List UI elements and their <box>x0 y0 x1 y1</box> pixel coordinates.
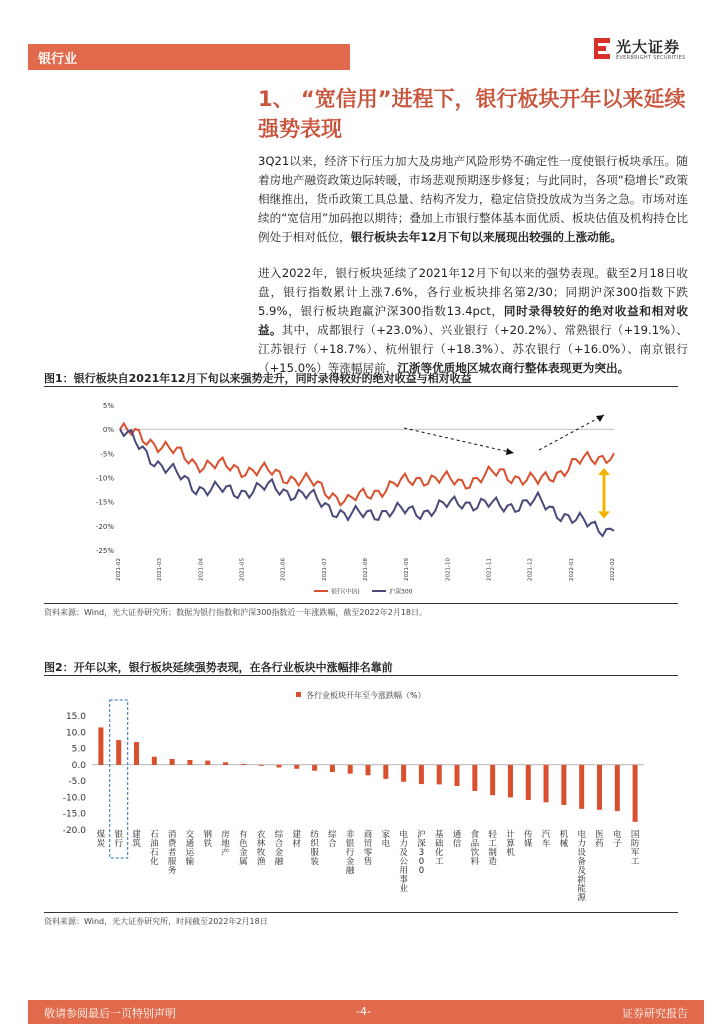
legend-label: 各行业板块开年至今涨跌幅（%） <box>306 691 426 700</box>
bar-14 <box>348 765 353 774</box>
spread-marker-bottom <box>598 511 610 518</box>
para2-bold-1: 同时录得较好的绝对收益和相对收益。 <box>258 304 688 337</box>
x-category-label: 机械 <box>559 830 569 849</box>
x-category-label: 钢铁 <box>203 830 212 849</box>
bar-23 <box>508 765 513 798</box>
bar-17 <box>401 765 406 782</box>
bar-12 <box>312 765 317 771</box>
para1-bold: 银行板块去年12月下旬以来展现出较强的上涨动能。 <box>350 230 622 244</box>
footer-disclaimer: 敬请参阅最后一页特别声明 <box>44 1007 176 1020</box>
bar-28 <box>597 765 602 810</box>
section-heading: 1、 “宽信用”进程下，银行板块开年以来延续强势表现 <box>258 87 686 141</box>
bar-11 <box>294 765 299 769</box>
brand-sub: EVERBRIGHT SECURITIES <box>616 55 686 61</box>
series-line-1 <box>120 429 614 536</box>
fig1-title: 图1：银行板块自2021年12月下旬以来强势走升，同时录得较好的绝对收益与相对收益 <box>44 372 472 385</box>
y-tick-label: 5.0 <box>71 744 86 755</box>
page-header <box>0 0 724 70</box>
y-tick-label: 5% <box>102 402 114 410</box>
spread-marker-top <box>598 468 610 475</box>
brand-name: 光大证券 <box>616 38 681 56</box>
y-tick-label: -10% <box>95 474 114 483</box>
x-category-label: 商贸零售 <box>363 830 373 867</box>
x-category-label: 家电 <box>381 830 391 849</box>
y-tick-label: -15% <box>95 498 114 507</box>
x-category-label: 汽车 <box>541 830 551 849</box>
y-tick-label: -5% <box>100 450 114 459</box>
y-tick-label: -15.0 <box>62 809 86 820</box>
para1-text: 3Q21以来，经济下行压力加大及房地产风险形势不确定性一度使银行板块承压。随着房地产融资政策边际转暖，市场悲观预期逐步修复；与此同时，各项“稳增长”政策相继推出，货币政策工具总量、结构齐发力，稳定信贷投放成为当务之急。市场对连续的“宽信用”加码抱以期待；叠加上市银行整体基本面优质、板块估值及机构持仓比例处于相对低位， <box>258 154 688 244</box>
x-tick-label: 2021-07 <box>321 558 328 581</box>
x-category-label: 医药 <box>595 830 604 849</box>
x-category-label: 综合金融 <box>274 830 284 867</box>
bar-21 <box>472 765 477 791</box>
x-tick-label: 2021-03 <box>157 558 164 581</box>
line-chart <box>44 395 678 605</box>
x-tick-label: 2021-12 <box>527 558 534 581</box>
bar-18 <box>419 765 424 784</box>
x-tick-label: 2021-02 <box>116 558 122 581</box>
y-tick-label: 15.0 <box>65 712 86 722</box>
legend-label: 沪深300 <box>389 588 413 596</box>
bar-13 <box>330 765 335 772</box>
bar-5 <box>187 760 192 765</box>
y-tick-label: -25% <box>95 547 114 555</box>
fig2-title: 图2：开年以来，银行板块延续强势表现，在各行业板块中涨幅排名靠前 <box>44 661 393 674</box>
fig2-source: 资料来源：Wind，光大证券研究所，时间截至2022年2月18日 <box>44 917 268 926</box>
fig2-rule <box>44 675 678 676</box>
bar-20 <box>455 765 460 786</box>
x-category-label: 建材 <box>292 830 302 849</box>
x-category-label: 轻工制造 <box>488 830 497 867</box>
brand-logo <box>592 36 702 68</box>
y-tick-label: 0.0 <box>71 760 86 771</box>
fig1-source: 资料来源：Wind，光大证券研究所；数据为银行指数和沪深300指数近一年涨跌幅，截至2022年2月18日。 <box>44 608 427 617</box>
x-category-label: 农林牧渔 <box>256 830 266 867</box>
x-tick-label: 2021-08 <box>363 558 369 581</box>
footer-report-type: 证券研究报告 <box>622 1007 688 1020</box>
x-category-label: 沪深 3 0 0 <box>417 830 426 876</box>
bar-16 <box>383 765 388 779</box>
bar-3 <box>152 757 157 765</box>
bar-26 <box>561 765 566 805</box>
x-category-label: 非银行金融 <box>345 830 355 876</box>
y-tick-label: 0% <box>102 426 114 435</box>
x-tick-label: 2021-10 <box>445 558 452 581</box>
bar-6 <box>205 761 210 765</box>
x-category-label: 交通运输 <box>185 830 195 867</box>
y-tick-label: -20.0 <box>62 826 86 836</box>
uptrend-arrow <box>539 415 604 450</box>
x-category-label: 电子 <box>613 830 622 849</box>
x-category-label: 煤炭 <box>96 830 106 849</box>
y-tick-label: 10.0 <box>65 728 86 739</box>
legend-swatch <box>296 692 301 697</box>
para2-bold-2: 江浙等优质地区城农商行整体表现更为突出。 <box>397 361 630 375</box>
x-category-label: 国防军工 <box>630 830 640 867</box>
x-category-label: 电力及公用事业 <box>399 830 408 894</box>
y-tick-label: -20% <box>95 522 114 531</box>
bar-25 <box>544 765 549 802</box>
bar-9 <box>259 765 264 766</box>
bar-8 <box>241 764 246 765</box>
x-category-label: 食品饮料 <box>470 830 480 867</box>
x-category-label: 石油石化 <box>150 830 159 867</box>
section-label: 银行业 <box>38 52 78 67</box>
bar-24 <box>526 765 531 800</box>
x-category-label: 房地产 <box>221 830 230 858</box>
page-number: -4- <box>356 1005 371 1018</box>
legend-label: 银行(中信) <box>331 588 360 596</box>
fig2-bottom-rule <box>44 912 678 913</box>
x-category-label: 消费者服务 <box>167 830 177 876</box>
paragraph-2 <box>258 264 688 378</box>
x-tick-label: 2021-04 <box>198 558 205 581</box>
y-tick-label: -5.0 <box>68 777 86 788</box>
bar-15 <box>366 765 371 775</box>
x-category-label: 综合 <box>328 830 337 849</box>
x-category-label: 传媒 <box>524 830 533 849</box>
bar-0 <box>98 727 103 764</box>
x-tick-label: 2022-01 <box>568 558 575 581</box>
downtrend-arrow-head <box>506 448 514 455</box>
x-tick-label: 2021-11 <box>486 558 493 581</box>
bar-2 <box>134 742 139 765</box>
logo-icon <box>592 36 612 64</box>
x-tick-label: 2022-02 <box>610 558 616 581</box>
para2-text-2: 其中，成都银行（+23.0%）、兴业银行（+20.2%）、常熟银行（+19.1%）、江苏银行（+18.7%）、杭州银行（+18.3%）、苏农银行（+16.0%）、南京银行（+15.0%）等涨幅居前， <box>258 323 688 375</box>
y-tick-label: -10.0 <box>62 793 86 804</box>
x-category-label: 电力设备及新能源 <box>577 830 586 903</box>
section-tag <box>28 44 350 70</box>
bar-29 <box>615 765 620 811</box>
x-category-label: 基础化工 <box>434 830 444 867</box>
bar-30 <box>633 765 638 822</box>
bar-chart <box>44 680 678 908</box>
x-category-label: 纺织服装 <box>310 830 319 867</box>
fig1-bottom-rule <box>44 603 678 604</box>
bar-7 <box>223 762 228 765</box>
page-footer <box>28 1000 704 1024</box>
x-tick-label: 2021-06 <box>280 558 287 581</box>
fig1-rule <box>44 386 678 387</box>
x-category-label: 银行 <box>114 830 123 849</box>
bar-4 <box>170 759 175 765</box>
x-category-label: 有色金属 <box>239 830 248 867</box>
x-category-label: 通信 <box>452 830 462 849</box>
para2-text-1: 进入2022年，银行板块延续了2021年12月下旬以来的强势表现。截至2月18日收盘，银行指数累计上涨7.6%，各行业板块排名第2/30；同期沪深300指数下跌5.9%，银行板块跑赢沪深300指数13.4pct， <box>258 266 688 318</box>
bar-10 <box>276 765 281 768</box>
bar-22 <box>490 765 495 795</box>
x-category-label: 建筑 <box>132 830 141 849</box>
bar-27 <box>579 765 584 809</box>
bar-19 <box>437 765 442 785</box>
paragraph-1 <box>258 152 688 247</box>
bar-1 <box>116 740 121 765</box>
downtrend-arrow <box>404 428 514 453</box>
x-tick-label: 2021-05 <box>239 558 246 581</box>
x-category-label: 计算机 <box>506 830 515 858</box>
x-tick-label: 2021-09 <box>404 558 411 581</box>
